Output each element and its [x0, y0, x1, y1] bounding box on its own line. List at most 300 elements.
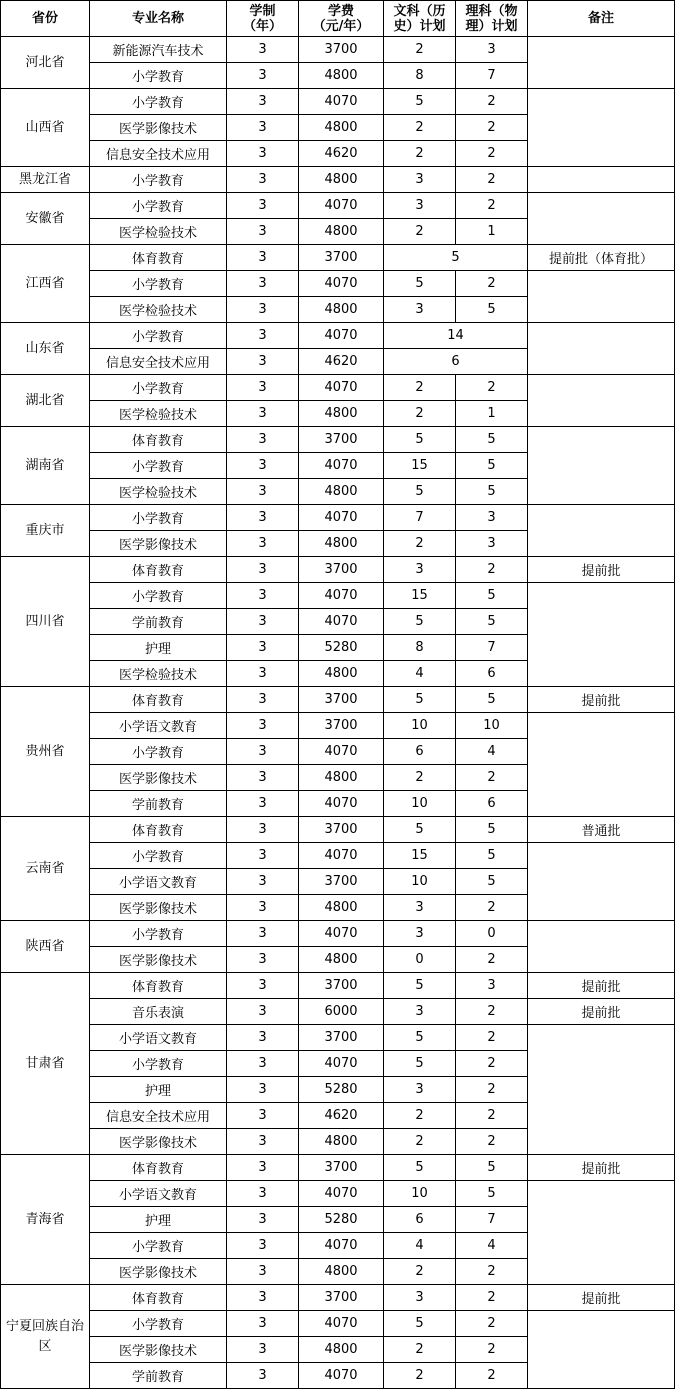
major-cell: 小学教育	[90, 739, 227, 765]
tuition-cell: 3700	[299, 1155, 384, 1181]
major-cell: 医学影像技术	[90, 531, 227, 557]
science-plan-cell: 2	[456, 1363, 528, 1389]
tuition-cell: 3700	[299, 1025, 384, 1051]
province-cell: 贵州省	[1, 687, 90, 817]
liberal-plan-cell: 2	[384, 1103, 456, 1129]
liberal-plan-cell: 10	[384, 791, 456, 817]
major-cell: 信息安全技术应用	[90, 349, 227, 375]
liberal-plan-cell: 10	[384, 1181, 456, 1207]
major-cell: 音乐表演	[90, 999, 227, 1025]
duration-cell: 3	[227, 349, 299, 375]
major-cell: 信息安全技术应用	[90, 1103, 227, 1129]
province-cell: 四川省	[1, 557, 90, 687]
duration-cell: 3	[227, 401, 299, 427]
province-cell: 陕西省	[1, 921, 90, 973]
remarks-cell	[528, 1025, 675, 1155]
major-cell: 小学教育	[90, 1311, 227, 1337]
science-plan-cell: 10	[456, 713, 528, 739]
major-cell: 小学教育	[90, 63, 227, 89]
major-cell: 医学检验技术	[90, 479, 227, 505]
major-cell: 新能源汽车技术	[90, 37, 227, 63]
table-row	[1, 843, 675, 869]
science-plan-cell: 2	[456, 375, 528, 401]
tuition-cell: 4800	[299, 661, 384, 687]
science-plan-cell: 5	[456, 687, 528, 713]
duration-cell: 3	[227, 479, 299, 505]
major-cell: 学前教育	[90, 609, 227, 635]
major-cell: 体育教育	[90, 245, 227, 271]
science-plan-cell: 0	[456, 921, 528, 947]
science-plan-cell: 3	[456, 37, 528, 63]
province-cell: 湖北省	[1, 375, 90, 427]
science-plan-cell: 5	[456, 297, 528, 323]
major-cell: 体育教育	[90, 687, 227, 713]
duration-cell: 3	[227, 1025, 299, 1051]
header-tuition: 学费 （元/年）	[299, 1, 384, 37]
table-row	[1, 1025, 675, 1051]
combined-plan-cell: 6	[384, 349, 528, 375]
duration-cell: 3	[227, 115, 299, 141]
liberal-plan-cell: 6	[384, 739, 456, 765]
duration-cell: 3	[227, 427, 299, 453]
province-cell: 黑龙江省	[1, 167, 90, 193]
science-plan-cell: 2	[456, 999, 528, 1025]
duration-cell: 3	[227, 1155, 299, 1181]
province-cell: 湖南省	[1, 427, 90, 505]
duration-cell: 3	[227, 37, 299, 63]
remarks-cell: 提前批	[528, 687, 675, 713]
duration-cell: 3	[227, 167, 299, 193]
duration-cell: 3	[227, 89, 299, 115]
remarks-cell: 普通批	[528, 817, 675, 843]
science-plan-cell: 2	[456, 1077, 528, 1103]
major-cell: 医学检验技术	[90, 297, 227, 323]
science-plan-cell: 2	[456, 1259, 528, 1285]
table-row	[1, 1155, 675, 1181]
duration-cell: 3	[227, 1233, 299, 1259]
remarks-cell: 提前批	[528, 1285, 675, 1311]
tuition-cell: 4070	[299, 843, 384, 869]
tuition-cell: 4070	[299, 89, 384, 115]
science-plan-cell: 7	[456, 1207, 528, 1233]
major-cell: 医学影像技术	[90, 1129, 227, 1155]
duration-cell: 3	[227, 375, 299, 401]
major-cell: 小学教育	[90, 167, 227, 193]
liberal-plan-cell: 2	[384, 219, 456, 245]
major-cell: 护理	[90, 1207, 227, 1233]
tuition-cell: 4070	[299, 1051, 384, 1077]
tuition-cell: 4800	[299, 115, 384, 141]
major-cell: 医学影像技术	[90, 947, 227, 973]
table-row	[1, 37, 675, 63]
major-cell: 小学教育	[90, 193, 227, 219]
duration-cell: 3	[227, 999, 299, 1025]
major-cell: 医学影像技术	[90, 115, 227, 141]
tuition-cell: 3700	[299, 713, 384, 739]
liberal-plan-cell: 2	[384, 375, 456, 401]
major-cell: 小学教育	[90, 89, 227, 115]
tuition-cell: 5280	[299, 1077, 384, 1103]
science-plan-cell: 2	[456, 115, 528, 141]
liberal-plan-cell: 3	[384, 297, 456, 323]
major-cell: 小学教育	[90, 1051, 227, 1077]
major-cell: 小学语文教育	[90, 713, 227, 739]
table-row	[1, 427, 675, 453]
table-header	[1, 1, 675, 37]
liberal-plan-cell: 3	[384, 921, 456, 947]
duration-cell: 3	[227, 921, 299, 947]
table-row	[1, 245, 675, 271]
table-row	[1, 557, 675, 583]
duration-cell: 3	[227, 817, 299, 843]
header-major: 专业名称	[90, 1, 227, 37]
province-cell: 云南省	[1, 817, 90, 921]
liberal-plan-cell: 4	[384, 1233, 456, 1259]
duration-cell: 3	[227, 219, 299, 245]
tuition-cell: 4070	[299, 583, 384, 609]
science-plan-cell: 2	[456, 1311, 528, 1337]
duration-cell: 3	[227, 505, 299, 531]
liberal-plan-cell: 0	[384, 947, 456, 973]
science-plan-cell: 2	[456, 1337, 528, 1363]
science-plan-cell: 5	[456, 609, 528, 635]
liberal-plan-cell: 3	[384, 557, 456, 583]
tuition-cell: 4070	[299, 505, 384, 531]
liberal-plan-cell: 10	[384, 869, 456, 895]
remarks-cell	[528, 37, 675, 89]
liberal-plan-cell: 5	[384, 817, 456, 843]
duration-cell: 3	[227, 869, 299, 895]
tuition-cell: 4070	[299, 791, 384, 817]
province-cell: 宁夏回族自治区	[1, 1285, 90, 1389]
major-cell: 体育教育	[90, 1285, 227, 1311]
tuition-cell: 4800	[299, 765, 384, 791]
duration-cell: 3	[227, 557, 299, 583]
province-cell: 甘肃省	[1, 973, 90, 1155]
table-row	[1, 271, 675, 297]
major-cell: 体育教育	[90, 1155, 227, 1181]
science-plan-cell: 7	[456, 635, 528, 661]
header-remarks: 备注	[528, 1, 675, 37]
major-cell: 体育教育	[90, 817, 227, 843]
liberal-plan-cell: 15	[384, 583, 456, 609]
liberal-plan-cell: 5	[384, 479, 456, 505]
science-plan-cell: 6	[456, 791, 528, 817]
science-plan-cell: 1	[456, 219, 528, 245]
major-cell: 医学检验技术	[90, 661, 227, 687]
table-row	[1, 973, 675, 999]
liberal-plan-cell: 3	[384, 999, 456, 1025]
liberal-plan-cell: 2	[384, 1129, 456, 1155]
major-cell: 小学语文教育	[90, 1025, 227, 1051]
duration-cell: 3	[227, 609, 299, 635]
major-cell: 学前教育	[90, 791, 227, 817]
liberal-plan-cell: 2	[384, 1259, 456, 1285]
science-plan-cell: 2	[456, 271, 528, 297]
science-plan-cell: 2	[456, 895, 528, 921]
tuition-cell: 4070	[299, 921, 384, 947]
combined-plan-cell: 5	[384, 245, 528, 271]
duration-cell: 3	[227, 531, 299, 557]
table-row	[1, 1285, 675, 1311]
liberal-plan-cell: 3	[384, 167, 456, 193]
science-plan-cell: 5	[456, 583, 528, 609]
tuition-cell: 4620	[299, 349, 384, 375]
major-cell: 医学影像技术	[90, 1337, 227, 1363]
science-plan-cell: 2	[456, 141, 528, 167]
tuition-cell: 4070	[299, 323, 384, 349]
liberal-plan-cell: 2	[384, 115, 456, 141]
science-plan-cell: 3	[456, 531, 528, 557]
duration-cell: 3	[227, 1051, 299, 1077]
major-cell: 小学教育	[90, 271, 227, 297]
remarks-cell	[528, 193, 675, 245]
major-cell: 护理	[90, 635, 227, 661]
science-plan-cell: 5	[456, 1155, 528, 1181]
major-cell: 护理	[90, 1077, 227, 1103]
science-plan-cell: 1	[456, 401, 528, 427]
duration-cell: 3	[227, 1285, 299, 1311]
table-row	[1, 713, 675, 739]
liberal-plan-cell: 5	[384, 1155, 456, 1181]
tuition-cell: 4070	[299, 375, 384, 401]
major-cell: 小学教育	[90, 505, 227, 531]
tuition-cell: 5280	[299, 635, 384, 661]
tuition-cell: 4800	[299, 1337, 384, 1363]
liberal-plan-cell: 2	[384, 1363, 456, 1389]
liberal-plan-cell: 3	[384, 1077, 456, 1103]
liberal-plan-cell: 4	[384, 661, 456, 687]
liberal-plan-cell: 5	[384, 427, 456, 453]
science-plan-cell: 2	[456, 89, 528, 115]
major-cell: 小学教育	[90, 843, 227, 869]
remarks-cell: 提前批	[528, 973, 675, 999]
duration-cell: 3	[227, 297, 299, 323]
header-science-plan: 理科（物 理）计划	[456, 1, 528, 37]
major-cell: 小学教育	[90, 1233, 227, 1259]
major-cell: 医学影像技术	[90, 895, 227, 921]
major-cell: 小学语文教育	[90, 1181, 227, 1207]
table-row	[1, 817, 675, 843]
major-cell: 医学检验技术	[90, 401, 227, 427]
tuition-cell: 4070	[299, 1181, 384, 1207]
liberal-plan-cell: 2	[384, 765, 456, 791]
table-row	[1, 505, 675, 531]
duration-cell: 3	[227, 453, 299, 479]
tuition-cell: 4070	[299, 739, 384, 765]
remarks-cell	[528, 323, 675, 375]
duration-cell: 3	[227, 193, 299, 219]
major-cell: 信息安全技术应用	[90, 141, 227, 167]
science-plan-cell: 2	[456, 1025, 528, 1051]
duration-cell: 3	[227, 661, 299, 687]
remarks-cell	[528, 505, 675, 557]
tuition-cell: 4800	[299, 1129, 384, 1155]
liberal-plan-cell: 2	[384, 37, 456, 63]
science-plan-cell: 5	[456, 1181, 528, 1207]
science-plan-cell: 2	[456, 557, 528, 583]
tuition-cell: 4070	[299, 1311, 384, 1337]
duration-cell: 3	[227, 687, 299, 713]
major-cell: 医学影像技术	[90, 765, 227, 791]
tuition-cell: 3700	[299, 557, 384, 583]
table-row	[1, 687, 675, 713]
remarks-cell	[528, 427, 675, 505]
table-row	[1, 583, 675, 609]
remarks-cell	[528, 843, 675, 921]
liberal-plan-cell: 5	[384, 1311, 456, 1337]
tuition-cell: 4620	[299, 1103, 384, 1129]
liberal-plan-cell: 8	[384, 63, 456, 89]
header-liberal-plan: 文科（历 史）计划	[384, 1, 456, 37]
remarks-cell	[528, 271, 675, 323]
tuition-cell: 4800	[299, 401, 384, 427]
province-cell: 重庆市	[1, 505, 90, 557]
duration-cell: 3	[227, 1207, 299, 1233]
tuition-cell: 4800	[299, 63, 384, 89]
table-row	[1, 89, 675, 115]
liberal-plan-cell: 3	[384, 193, 456, 219]
tuition-cell: 5280	[299, 1207, 384, 1233]
tuition-cell: 4800	[299, 479, 384, 505]
province-cell: 山西省	[1, 89, 90, 167]
tuition-cell: 4070	[299, 193, 384, 219]
science-plan-cell: 2	[456, 1285, 528, 1311]
science-plan-cell: 6	[456, 661, 528, 687]
duration-cell: 3	[227, 843, 299, 869]
science-plan-cell: 2	[456, 947, 528, 973]
tuition-cell: 3700	[299, 817, 384, 843]
major-cell: 小学教育	[90, 375, 227, 401]
tuition-cell: 4070	[299, 453, 384, 479]
remarks-cell	[528, 713, 675, 817]
major-cell: 医学影像技术	[90, 1259, 227, 1285]
duration-cell: 3	[227, 1311, 299, 1337]
duration-cell: 3	[227, 947, 299, 973]
tuition-cell: 3700	[299, 973, 384, 999]
table-row	[1, 323, 675, 349]
duration-cell: 3	[227, 583, 299, 609]
science-plan-cell: 5	[456, 479, 528, 505]
tuition-cell: 4800	[299, 895, 384, 921]
table-body	[1, 37, 675, 1389]
duration-cell: 3	[227, 895, 299, 921]
liberal-plan-cell: 5	[384, 1051, 456, 1077]
science-plan-cell: 5	[456, 869, 528, 895]
science-plan-cell: 2	[456, 1103, 528, 1129]
duration-cell: 3	[227, 1337, 299, 1363]
science-plan-cell: 3	[456, 505, 528, 531]
header-row	[1, 1, 675, 37]
remarks-cell: 提前批	[528, 1155, 675, 1181]
table-row	[1, 921, 675, 947]
table-row	[1, 375, 675, 401]
table-row	[1, 167, 675, 193]
duration-cell: 3	[227, 1181, 299, 1207]
major-cell: 小学教育	[90, 323, 227, 349]
duration-cell: 3	[227, 245, 299, 271]
tuition-cell: 3700	[299, 869, 384, 895]
province-cell: 河北省	[1, 37, 90, 89]
liberal-plan-cell: 2	[384, 141, 456, 167]
science-plan-cell: 4	[456, 739, 528, 765]
duration-cell: 3	[227, 973, 299, 999]
remarks-cell	[528, 89, 675, 167]
liberal-plan-cell: 8	[384, 635, 456, 661]
tuition-cell: 3700	[299, 1285, 384, 1311]
liberal-plan-cell: 15	[384, 453, 456, 479]
major-cell: 小学教育	[90, 921, 227, 947]
liberal-plan-cell: 7	[384, 505, 456, 531]
science-plan-cell: 2	[456, 193, 528, 219]
duration-cell: 3	[227, 1077, 299, 1103]
remarks-cell	[528, 583, 675, 687]
remarks-cell	[528, 1311, 675, 1389]
liberal-plan-cell: 3	[384, 895, 456, 921]
remarks-cell: 提前批	[528, 999, 675, 1025]
science-plan-cell: 7	[456, 63, 528, 89]
tuition-cell: 3700	[299, 687, 384, 713]
tuition-cell: 6000	[299, 999, 384, 1025]
major-cell: 体育教育	[90, 427, 227, 453]
duration-cell: 3	[227, 739, 299, 765]
duration-cell: 3	[227, 1259, 299, 1285]
tuition-cell: 4800	[299, 219, 384, 245]
liberal-plan-cell: 6	[384, 1207, 456, 1233]
liberal-plan-cell: 10	[384, 713, 456, 739]
science-plan-cell: 5	[456, 453, 528, 479]
major-cell: 医学检验技术	[90, 219, 227, 245]
liberal-plan-cell: 15	[384, 843, 456, 869]
tuition-cell: 4070	[299, 609, 384, 635]
remarks-cell	[528, 921, 675, 973]
major-cell: 体育教育	[90, 973, 227, 999]
duration-cell: 3	[227, 1103, 299, 1129]
tuition-cell: 4070	[299, 1233, 384, 1259]
header-province: 省份	[1, 1, 90, 37]
science-plan-cell: 5	[456, 817, 528, 843]
liberal-plan-cell: 2	[384, 401, 456, 427]
liberal-plan-cell: 5	[384, 687, 456, 713]
liberal-plan-cell: 5	[384, 609, 456, 635]
province-cell: 山东省	[1, 323, 90, 375]
science-plan-cell: 2	[456, 1129, 528, 1155]
tuition-cell: 4800	[299, 1259, 384, 1285]
remarks-cell	[528, 375, 675, 427]
province-cell: 安徽省	[1, 193, 90, 245]
tuition-cell: 4620	[299, 141, 384, 167]
liberal-plan-cell: 3	[384, 1285, 456, 1311]
tuition-cell: 3700	[299, 427, 384, 453]
duration-cell: 3	[227, 1363, 299, 1389]
liberal-plan-cell: 5	[384, 89, 456, 115]
tuition-cell: 3700	[299, 245, 384, 271]
table-row	[1, 1311, 675, 1337]
major-cell: 学前教育	[90, 1363, 227, 1389]
major-cell: 体育教育	[90, 557, 227, 583]
science-plan-cell: 2	[456, 167, 528, 193]
science-plan-cell: 5	[456, 843, 528, 869]
duration-cell: 3	[227, 63, 299, 89]
tuition-cell: 4070	[299, 271, 384, 297]
major-cell: 小学教育	[90, 453, 227, 479]
tuition-cell: 4800	[299, 297, 384, 323]
liberal-plan-cell: 5	[384, 1025, 456, 1051]
province-cell: 江西省	[1, 245, 90, 323]
table-row	[1, 1181, 675, 1207]
science-plan-cell: 5	[456, 427, 528, 453]
duration-cell: 3	[227, 791, 299, 817]
